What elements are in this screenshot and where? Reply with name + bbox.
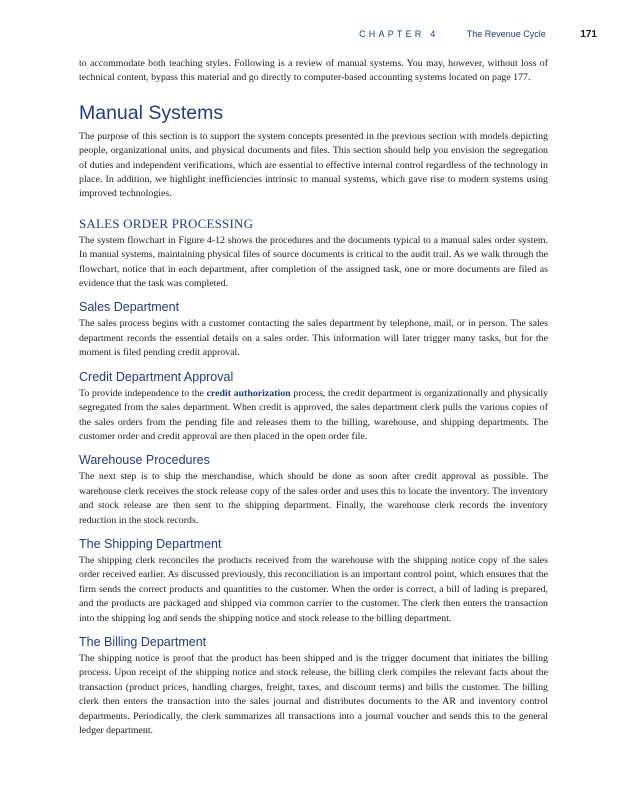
- billing-paragraph: The shipping notice is proof that the product has been shipped and is the trigger document that initiates the billing process. Upon receipt of the shipping notice and stock release, the billing clerk compiles the relevant facts about the transaction (product prices, handling charges, freight, taxes, and discount terms) and bills the customer. The billing clerk then enters the transaction into the sales journal and distributes documents to the AR and inventory control departments. Periodically, the clerk summarizes all transactions into a journal voucher and sends this to the general ledger department.: [79, 652, 548, 736]
- chapter-title: The Revenue Cycle: [466, 29, 546, 39]
- manual-systems-paragraph: The purpose of this section is to support the system concepts presented in the previous section with models depicting people, organizational units, and physical documents and files. This section should help you envision the segregation of duties and independent verifications, which are essential to effective internal control regardless of the technology in place. In addition, we highlight inefficiencies intrinsic to manual systems, which gave rise to modern systems using improved technologies.: [79, 130, 548, 200]
- section-heading-manual-systems: Manual Systems: [79, 101, 224, 124]
- subheading-sales-department: Sales Department: [79, 300, 180, 315]
- credit-text-before: To provide independence to the: [79, 387, 207, 399]
- credit-authorization-term: credit authorization: [206, 387, 291, 399]
- sales-department-paragraph: The sales process begins with a customer contacting the sales department by telephone, mail, or in person. The sales department records the essential details on a sales order. This information will later trigger many tasks, but for the moment is filed pending credit approval.: [79, 318, 548, 359]
- section-heading-sales-order-processing: SALES ORDER PROCESSING: [79, 215, 254, 231]
- subheading-billing-department: The Billing Department: [79, 634, 207, 649]
- credit-text-after: process, the credit department is organizationally and physically segregated from the sales department. When credit is approved, the sales department clerk pulls the various copies of the sales orders from the pending file and releases them to the billing, warehouse, and shipping departments. The customer order and credit approval are then placed in the open order file.: [79, 387, 549, 442]
- chapter-label: CHAPTER 4: [359, 29, 439, 39]
- page-number: 171: [580, 29, 597, 40]
- intro-paragraph: to accommodate both teaching styles. Following is a review of manual systems. You may, however, without loss of technical content, bypass this material and go directly to computer-based accounting systems located on page 177.: [79, 58, 548, 84]
- subheading-credit-approval: Credit Department Approval: [79, 369, 234, 384]
- sales-order-paragraph: The system flowchart in Figure 4-12 shows the procedures and the documents typical to a manual sales order system. In manual systems, maintaining physical files of source documents is critical to the audit trail. As we walk through the flowchart, notice that in each department, after completion of the assigned task, one or more documents are filed as evidence that the task was completed.: [79, 234, 548, 290]
- page-body: [79, 57, 548, 738]
- credit-approval-paragraph: [79, 387, 548, 445]
- running-head: [0, 29, 597, 45]
- subheading-warehouse-procedures: Warehouse Procedures: [79, 453, 210, 468]
- subheading-shipping-department: The Shipping Department: [79, 536, 222, 551]
- shipping-paragraph: The shipping clerk reconciles the products received from the warehouse with the shipping notice copy of the sales order received earlier. As discussed previously, this reconciliation is an important control point, which ensures that the firm sends the correct products and quantities to the customer. When the order is correct, a bill of lading is prepared, and the products are packaged and shipped via common carrier to the customer. The clerk then enters the transaction into the shipping log and sends the shipping notice and stock release to the billing department.: [79, 554, 548, 624]
- warehouse-paragraph: The next step is to ship the merchandise, which should be done as soon after credit approval as possible. The warehouse clerk receives the stock release copy of the sales order and uses this to locate the inventory. The inventory and stock release are then sent to the shipping department. Finally, the warehouse clerk records the inventory reduction in the stock records.: [79, 471, 548, 526]
